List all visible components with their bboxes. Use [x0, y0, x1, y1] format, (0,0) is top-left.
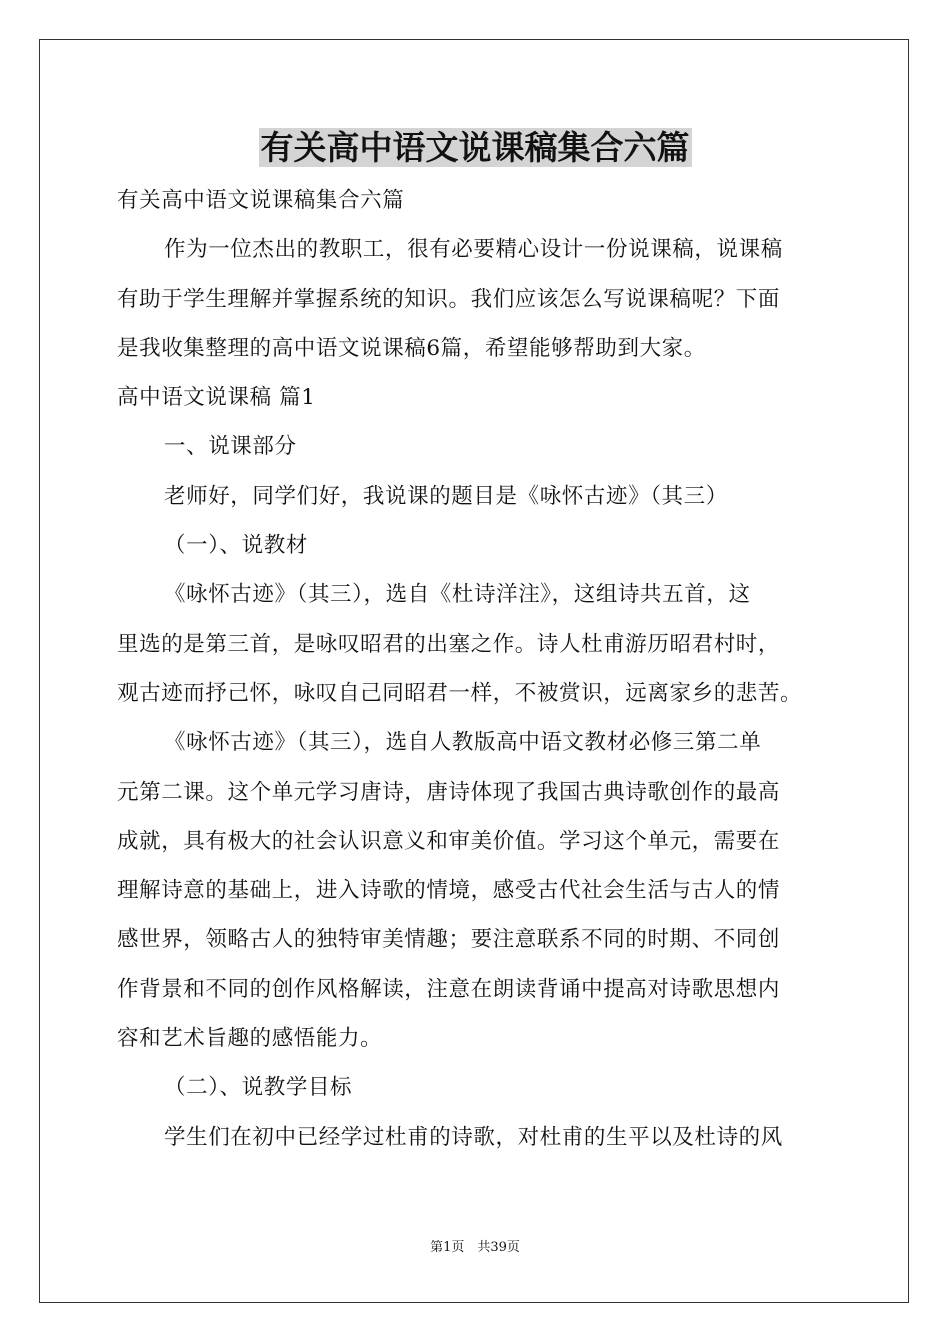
- paragraph-line: （一）、说教材: [164, 533, 308, 559]
- paragraph-line: 学生们在初中已经学过杜甫的诗歌，对杜甫的生平以及杜诗的风: [164, 1124, 783, 1150]
- document-title: [0, 126, 950, 170]
- paragraph-line: 元第二课。这个单元学习唐诗，唐诗体现了我国古典诗歌创作的最高: [117, 779, 781, 805]
- document-body: [117, 176, 847, 1162]
- paragraph-line: 感世界，领略古人的独特审美情趣；要注意联系不同的时期、不同创: [117, 927, 781, 953]
- paragraph-line: 《咏怀古迹》（其三），选自人教版高中语文教材必修三第二单: [164, 730, 762, 756]
- paragraph-line: 理解诗意的基础上，进入诗歌的情境，感受古代社会生活与古人的情: [117, 878, 781, 904]
- paragraph-line: 高中语文说课稿 篇1: [117, 385, 316, 411]
- document-title-text: 有关高中语文说课稿集合六篇: [260, 128, 690, 167]
- paragraph-line: 观古迹而抒己怀，咏叹自己同昭君一样，不被赏识，远离家乡的悲苦。: [117, 680, 803, 706]
- paragraph-line: （二）、说教学目标: [164, 1075, 353, 1101]
- paragraph-line: 有助于学生理解并掌握系统的知识。我们应该怎么写说课稿呢？下面: [117, 286, 781, 312]
- paragraph-line: 有关高中语文说课稿集合六篇: [117, 188, 405, 213]
- page-footer: 第1页 共39页: [430, 1240, 520, 1255]
- paragraph-line: 老师好，同学们好，我说课的题目是《咏怀古迹》（其三）: [164, 483, 728, 509]
- paragraph-line: 一、说课部分: [164, 434, 297, 460]
- paragraph-line: 作为一位杰出的教职工，很有必要精心设计一份说课稿，说课稿: [164, 237, 783, 263]
- paragraph-line: 《咏怀古迹》（其三），选自《杜诗洋注》，这组诗共五首，这: [164, 582, 751, 608]
- paragraph-line: 是我收集整理的高中语文说课稿6篇，希望能够帮助到大家。: [117, 335, 706, 361]
- paragraph-line: 成就，具有极大的社会认识意义和审美价值。学习这个单元，需要在: [117, 828, 781, 854]
- paragraph-line: 里选的是第三首，是咏叹昭君的出塞之作。诗人杜甫游历昭君村时，: [117, 631, 781, 657]
- paragraph-line: 作背景和不同的创作风格解读，注意在朗读背诵中提高对诗歌思想内: [117, 976, 781, 1002]
- paragraph-line: 容和艺术旨趣的感悟能力。: [117, 1026, 383, 1052]
